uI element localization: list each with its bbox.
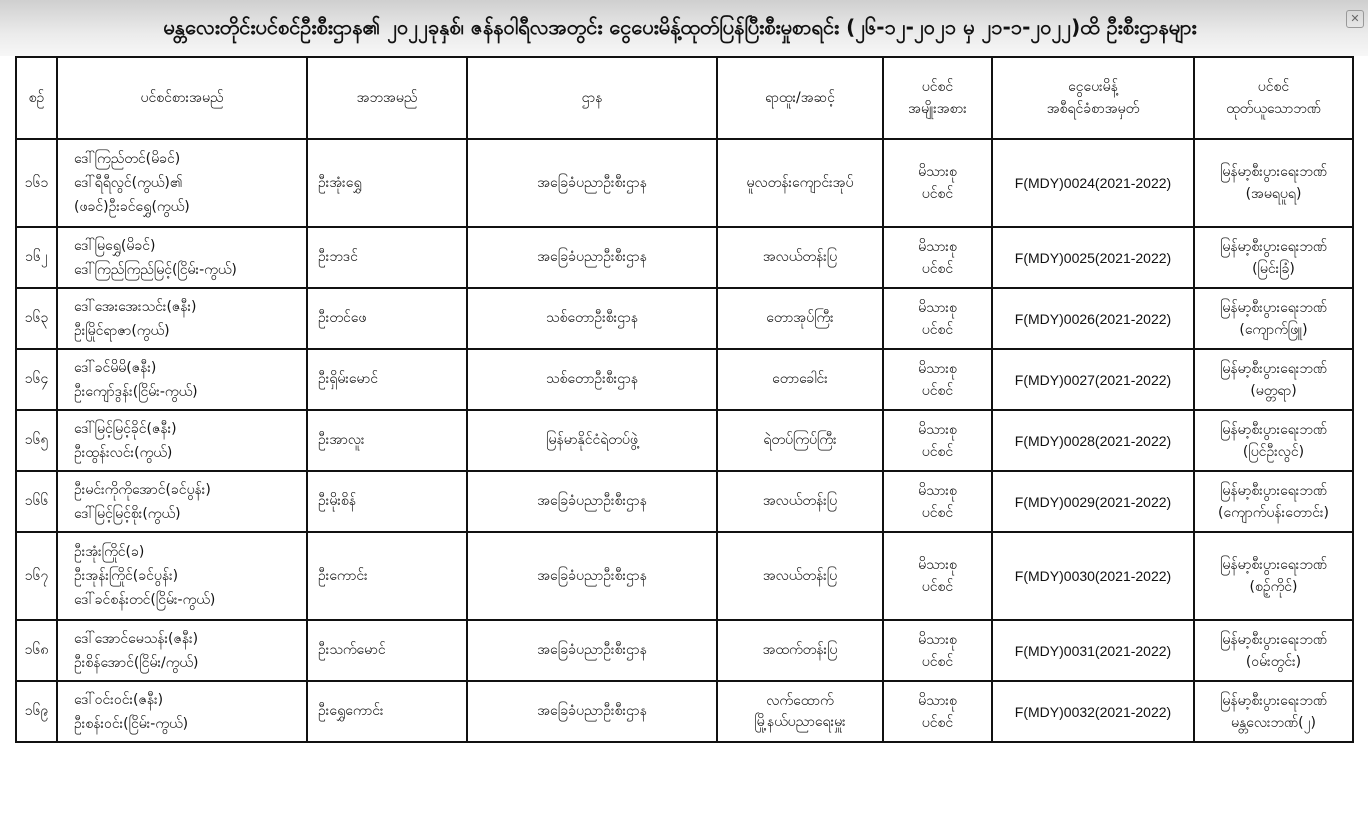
father-name: ဦးသက်မောင် bbox=[307, 620, 467, 681]
row-number: ၁၆၃ bbox=[16, 288, 57, 349]
table-row bbox=[16, 288, 1353, 349]
department: အခြေခံပညာဦးစီးဌာန bbox=[467, 681, 717, 742]
pensioner-name: ဒေါ်ခင်မိမိ(ဇနီး) ဦးကျော်ဒွန်း(ငြိမ်း-ကွယ်) bbox=[57, 349, 307, 410]
father-name: ဦးကောင်း bbox=[307, 532, 467, 620]
pension-type: မိသားစု ပင်စင် bbox=[883, 620, 992, 681]
father-name: ဦးမိုးစိန် bbox=[307, 471, 467, 532]
pensioner-name: ဒေါ်ကြည်တင်(မိခင်) ဒေါ်ရီရီလွင်(ကွယ်)၏ (ဖခင်)ဦးခင်ရွှေ(ကွယ်) bbox=[57, 139, 307, 227]
bank: မြန်မာ့စီးပွားရေးဘဏ် (အမရပူရ) bbox=[1194, 139, 1353, 227]
department: သစ်တောဦးစီးဌာန bbox=[467, 349, 717, 410]
table-row bbox=[16, 139, 1353, 227]
pension-type: မိသားစု ပင်စင် bbox=[883, 410, 992, 471]
header-cell: အဘအမည် bbox=[307, 57, 467, 139]
table-row bbox=[16, 532, 1353, 620]
bank: မြန်မာ့စီးပွားရေးဘဏ် (ကျောက်ပန်းတောင်း) bbox=[1194, 471, 1353, 532]
header-cell: စဉ် bbox=[16, 57, 57, 139]
bank: မြန်မာ့စီးပွားရေးဘဏ် (ပြင်ဦးလွင်) bbox=[1194, 410, 1353, 471]
department: အခြေခံပညာဦးစီးဌာန bbox=[467, 471, 717, 532]
department: အခြေခံပညာဦးစီးဌာန bbox=[467, 620, 717, 681]
rank: အလယ်တန်းပြ bbox=[717, 227, 883, 288]
department: အခြေခံပညာဦးစီးဌာန bbox=[467, 532, 717, 620]
pension-type: မိသားစု ပင်စင် bbox=[883, 681, 992, 742]
pensioner-name: ဒေါ်မြင့်မြင့်ခိုင်(ဇနီး) ဦးထွန်းလင်း(ကွယ်) bbox=[57, 410, 307, 471]
rank: အလယ်တန်းပြ bbox=[717, 471, 883, 532]
row-number: ၁၆၇ bbox=[16, 532, 57, 620]
table-row bbox=[16, 620, 1353, 681]
pension-type: မိသားစု ပင်စင် bbox=[883, 532, 992, 620]
table-row bbox=[16, 410, 1353, 471]
pensioner-name: ဒေါ်အေးအေးသင်း(ဇနီး) ဦးမြိုင်ရာဇာ(ကွယ်) bbox=[57, 288, 307, 349]
pensioner-name: ဒေါ်ဝင်းဝင်း(ဇနီး) ဦးစန်းဝင်း(ငြိမ်း-ကွယ်) bbox=[57, 681, 307, 742]
rank: အလယ်တန်းပြ bbox=[717, 532, 883, 620]
header-cell: ရာထူး/အဆင့် bbox=[717, 57, 883, 139]
title-bar bbox=[0, 0, 1368, 56]
row-number: ၁၆၆ bbox=[16, 471, 57, 532]
father-name: ဦးအာလူး bbox=[307, 410, 467, 471]
pension-type: မိသားစု ပင်စင် bbox=[883, 139, 992, 227]
header-cell: ပင်စင် အမျိုးအစား bbox=[883, 57, 992, 139]
pension-table bbox=[15, 56, 1354, 743]
row-number: ၁၆၂ bbox=[16, 227, 57, 288]
department: မြန်မာနိုင်ငံရဲတပ်ဖွဲ့ bbox=[467, 410, 717, 471]
rank: လက်ထောက် မြို့နယ်ပညာရေးမှူး bbox=[717, 681, 883, 742]
bank: မြန်မာ့စီးပွားရေးဘဏ် (ကျောက်ဖြူ) bbox=[1194, 288, 1353, 349]
pension-type: မိသားစု ပင်စင် bbox=[883, 471, 992, 532]
rank: တောခေါင်း bbox=[717, 349, 883, 410]
rank: မူလတန်းကျောင်းအုပ် bbox=[717, 139, 883, 227]
pensioner-name: ဒေါ်အောင်မေသန်း(ဇနီး) ဦးစိန်အောင်(ငြိမ်း/ကွယ်) bbox=[57, 620, 307, 681]
bank: မြန်မာ့စီးပွားရေးဘဏ် (စဉ့်ကိုင်) bbox=[1194, 532, 1353, 620]
order-number: F(MDY)0024(2021-2022) bbox=[992, 139, 1194, 227]
row-number: ၁၆၁ bbox=[16, 139, 57, 227]
father-name: ဦးအုံးရွှေ bbox=[307, 139, 467, 227]
pension-type: မိသားစု ပင်စင် bbox=[883, 288, 992, 349]
row-number: ၁၆၅ bbox=[16, 410, 57, 471]
rank: တောအုပ်ကြီး bbox=[717, 288, 883, 349]
father-name: ဦးရွှေကောင်း bbox=[307, 681, 467, 742]
rank: ရဲတပ်ကြပ်ကြီး bbox=[717, 410, 883, 471]
table-row bbox=[16, 349, 1353, 410]
department: အခြေခံပညာဦးစီးဌာန bbox=[467, 227, 717, 288]
bank: မြန်မာ့စီးပွားရေးဘဏ် (ဝမ်းတွင်း) bbox=[1194, 620, 1353, 681]
rank: အထက်တန်းပြ bbox=[717, 620, 883, 681]
row-number: ၁၆၈ bbox=[16, 620, 57, 681]
order-number: F(MDY)0025(2021-2022) bbox=[992, 227, 1194, 288]
table-row bbox=[16, 471, 1353, 532]
order-number: F(MDY)0029(2021-2022) bbox=[992, 471, 1194, 532]
row-number: ၁၆၄ bbox=[16, 349, 57, 410]
pensioner-name: ဦးမင်းကိုကိုအောင်(ခင်ပွန်း) ဒေါ်မြင့်မြင့်စိုး(ကွယ်) bbox=[57, 471, 307, 532]
order-number: F(MDY)0028(2021-2022) bbox=[992, 410, 1194, 471]
close-icon[interactable]: ✕ bbox=[1346, 10, 1364, 28]
order-number: F(MDY)0026(2021-2022) bbox=[992, 288, 1194, 349]
order-number: F(MDY)0032(2021-2022) bbox=[992, 681, 1194, 742]
bank: မြန်မာ့စီးပွားရေးဘဏ် မန္တလေးဘဏ်(၂) bbox=[1194, 681, 1353, 742]
table-row bbox=[16, 681, 1353, 742]
department: သစ်တောဦးစီးဌာန bbox=[467, 288, 717, 349]
page-title: မန္တလေးတိုင်းပင်စင်ဦးစီးဌာန၏ ၂၀၂၂ခုနှစ်၊ ဇန်နဝါရီလအတွင်း ငွေပေးမိန့်ထုတ်ပြန်ပြီးစီးမှုစာရင်း (၂၆-၁၂-၂၀၂၁ မှ ၂၁-၁-၂၀၂၂)ထိ ဦးစီးဌာနများ bbox=[163, 15, 1197, 39]
table-row bbox=[16, 227, 1353, 288]
order-number: F(MDY)0031(2021-2022) bbox=[992, 620, 1194, 681]
father-name: ဦးတင်ဖေ bbox=[307, 288, 467, 349]
header-cell: ပင်စင် ထုတ်ယူသောဘဏ် bbox=[1194, 57, 1353, 139]
pensioner-name: ဒေါ်မြရွှေ(မိခင်) ဒေါ်ကြည်ကြည်မြင့်(ငြိမ်း-ကွယ်) bbox=[57, 227, 307, 288]
bank: မြန်မာ့စီးပွားရေးဘဏ် (မြင်းခြံ) bbox=[1194, 227, 1353, 288]
pension-type: မိသားစု ပင်စင် bbox=[883, 227, 992, 288]
pension-type: မိသားစု ပင်စင် bbox=[883, 349, 992, 410]
pensioner-name: ဦးအုံးကြိုင်(ခ) ဦးအုန်းကြိုင်(ခင်ပွန်း) ဒေါ်ခင်စန်းတင်(ငြိမ်း-ကွယ်) bbox=[57, 532, 307, 620]
order-number: F(MDY)0027(2021-2022) bbox=[992, 349, 1194, 410]
header-cell: ဌာန bbox=[467, 57, 717, 139]
father-name: ဦးရှိမ်းမောင် bbox=[307, 349, 467, 410]
order-number: F(MDY)0030(2021-2022) bbox=[992, 532, 1194, 620]
department: အခြေခံပညာဦးစီးဌာန bbox=[467, 139, 717, 227]
header-cell: ငွေပေးမိန့် အစီရင်ခံစာအမှတ် bbox=[992, 57, 1194, 139]
father-name: ဦးဘဒင် bbox=[307, 227, 467, 288]
bank: မြန်မာ့စီးပွားရေးဘဏ် (မတ္တရာ) bbox=[1194, 349, 1353, 410]
row-number: ၁၆၉ bbox=[16, 681, 57, 742]
table-header-row bbox=[16, 57, 1353, 139]
header-cell: ပင်စင်စားအမည် bbox=[57, 57, 307, 139]
